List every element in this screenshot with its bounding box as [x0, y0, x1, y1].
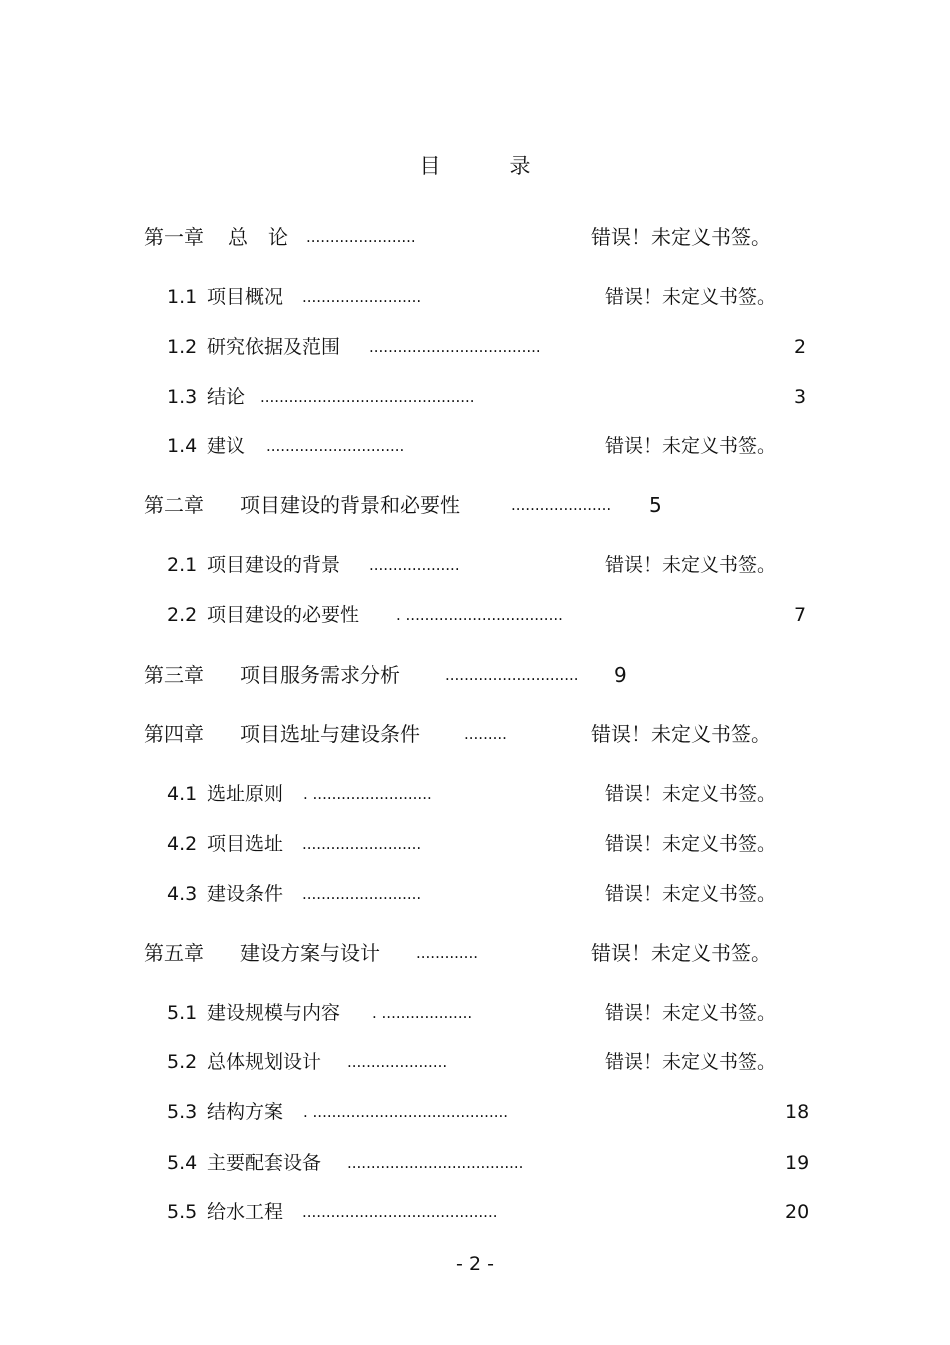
toc-entry-title: 项目选址 [207, 833, 284, 855]
toc-entry-leader: ......................... [302, 288, 422, 306]
toc-entry-chapter-4[interactable] [0, 719, 950, 749]
toc-entry-section-4-1[interactable] [0, 779, 950, 809]
toc-entry-section-5-5[interactable] [0, 1197, 950, 1227]
toc-entry-page: 错误！未定义书签。 [605, 554, 777, 576]
toc-entry-leader: ......................... [302, 885, 422, 903]
toc-entry-number: 第一章 [144, 225, 204, 249]
toc-entry-title: 项目概况 [207, 286, 284, 308]
toc-entry-page: 错误！未定义书签。 [591, 225, 771, 249]
toc-entry-page: 错误！未定义书签。 [591, 722, 771, 746]
toc-entry-section-2-2[interactable] [0, 600, 950, 630]
toc-entry-chapter-5[interactable] [0, 938, 950, 968]
toc-entry-page: 7 [794, 604, 807, 626]
toc-entry-page: 错误！未定义书签。 [605, 783, 777, 805]
toc-entry-page: 18 [785, 1101, 810, 1123]
toc-entry-title: 研究依据及范围 [207, 336, 341, 358]
toc-entry-number: 1.2 [167, 336, 198, 358]
toc-entry-title: 主要配套设备 [207, 1152, 322, 1174]
toc-entry-number: 2.1 [167, 554, 198, 576]
toc-entry-page: 2 [794, 336, 807, 358]
toc-entry-page: 19 [785, 1152, 810, 1174]
toc-entry-title: 总体规划设计 [207, 1051, 322, 1073]
toc-entry-title: 项目建设的必要性 [207, 604, 360, 626]
toc-entry-leader: ......................... [302, 835, 422, 853]
toc-entry-section-4-2[interactable] [0, 829, 950, 859]
toc-entry-section-1-1[interactable] [0, 282, 950, 312]
toc-entry-page: 错误！未定义书签。 [605, 883, 777, 905]
toc-entry-number: 1.4 [167, 435, 198, 457]
toc-entry-title: 结构方案 [207, 1101, 284, 1123]
toc-entry-chapter-1[interactable] [0, 222, 950, 252]
toc-entry-section-4-3[interactable] [0, 879, 950, 909]
page-title: 目 录 [419, 154, 555, 178]
toc-entry-title: 建设条件 [207, 883, 284, 905]
toc-entry-page: 错误！未定义书签。 [605, 833, 777, 855]
toc-entry-number: 5.3 [167, 1101, 198, 1123]
toc-entry-number: 第二章 [144, 493, 204, 517]
toc-entry-section-2-1[interactable] [0, 550, 950, 580]
toc-entry-leader: ............................. [266, 437, 405, 455]
toc-entry-number: 5.2 [167, 1051, 198, 1073]
page-number: - 2 - [456, 1253, 494, 1275]
toc-entry-leader: . ................................. [396, 606, 563, 624]
toc-entry-section-1-3[interactable] [0, 382, 950, 412]
toc-entry-leader: ....................... [306, 228, 416, 246]
toc-entry-leader: ............................ [445, 666, 579, 684]
toc-entry-page: 20 [785, 1201, 810, 1223]
toc-entry-page: 错误！未定义书签。 [591, 941, 771, 965]
toc-entry-page: 错误！未定义书签。 [605, 435, 777, 457]
toc-entry-page: 错误！未定义书签。 [605, 1051, 777, 1073]
toc-entry-leader: . ......................................... [303, 1103, 509, 1121]
toc-entry-title: 选址原则 [207, 783, 284, 805]
toc-entry-title: 总 论 [228, 225, 288, 249]
toc-entry-title: 项目建设的背景和必要性 [240, 493, 460, 517]
toc-entry-number: 5.5 [167, 1201, 198, 1223]
toc-entry-number: 第五章 [144, 941, 204, 965]
toc-entry-page: 9 [614, 663, 627, 687]
toc-entry-leader: ..................................... [347, 1154, 524, 1172]
toc-entry-number: 2.2 [167, 604, 198, 626]
toc-entry-leader: . ......................... [303, 785, 432, 803]
toc-entry-leader: ..................... [511, 496, 612, 514]
toc-entry-page: 5 [649, 493, 662, 517]
toc-entry-number: 5.1 [167, 1002, 198, 1024]
toc-entry-leader: ............................................. [260, 388, 475, 406]
toc-entry-leader: ..................... [347, 1053, 448, 1071]
toc-entry-leader: ................... [369, 556, 460, 574]
toc-entry-section-5-4[interactable] [0, 1148, 950, 1178]
toc-entry-section-1-2[interactable] [0, 332, 950, 362]
toc-entry-leader: .................................... [369, 338, 541, 356]
toc-entry-number: 第四章 [144, 722, 204, 746]
toc-entry-leader: ......................................... [302, 1203, 498, 1221]
toc-entry-title: 建议 [207, 435, 246, 457]
toc-entry-title: 建设方案与设计 [240, 941, 380, 965]
toc-entry-chapter-3[interactable] [0, 660, 950, 690]
toc-entry-page: 错误！未定义书签。 [605, 1002, 777, 1024]
toc-entry-number: 4.3 [167, 883, 198, 905]
toc-entry-number: 4.1 [167, 783, 198, 805]
toc-entry-title: 建设规模与内容 [207, 1002, 341, 1024]
toc-entry-section-1-4[interactable] [0, 431, 950, 461]
toc-entry-number: 1.1 [167, 286, 198, 308]
toc-entry-title: 项目服务需求分析 [240, 663, 400, 687]
toc-entry-page: 3 [794, 386, 807, 408]
toc-entry-section-5-2[interactable] [0, 1047, 950, 1077]
toc-entry-title: 项目建设的背景 [207, 554, 341, 576]
toc-entry-section-5-3[interactable] [0, 1097, 950, 1127]
toc-entry-chapter-2[interactable] [0, 490, 950, 520]
toc-entry-page: 错误！未定义书签。 [605, 286, 777, 308]
toc-entry-number: 1.3 [167, 386, 198, 408]
toc-entry-leader: ......... [464, 725, 507, 743]
toc-entry-number: 第三章 [144, 663, 204, 687]
toc-entry-title: 给水工程 [207, 1201, 284, 1223]
toc-entry-number: 5.4 [167, 1152, 198, 1174]
toc-entry-title: 结论 [207, 386, 246, 408]
toc-entry-title: 项目选址与建设条件 [240, 722, 420, 746]
toc-entry-number: 4.2 [167, 833, 198, 855]
toc-entry-leader: . ................... [372, 1004, 473, 1022]
toc-entry-section-5-1[interactable] [0, 998, 950, 1028]
toc-entry-leader: ............. [416, 944, 478, 962]
